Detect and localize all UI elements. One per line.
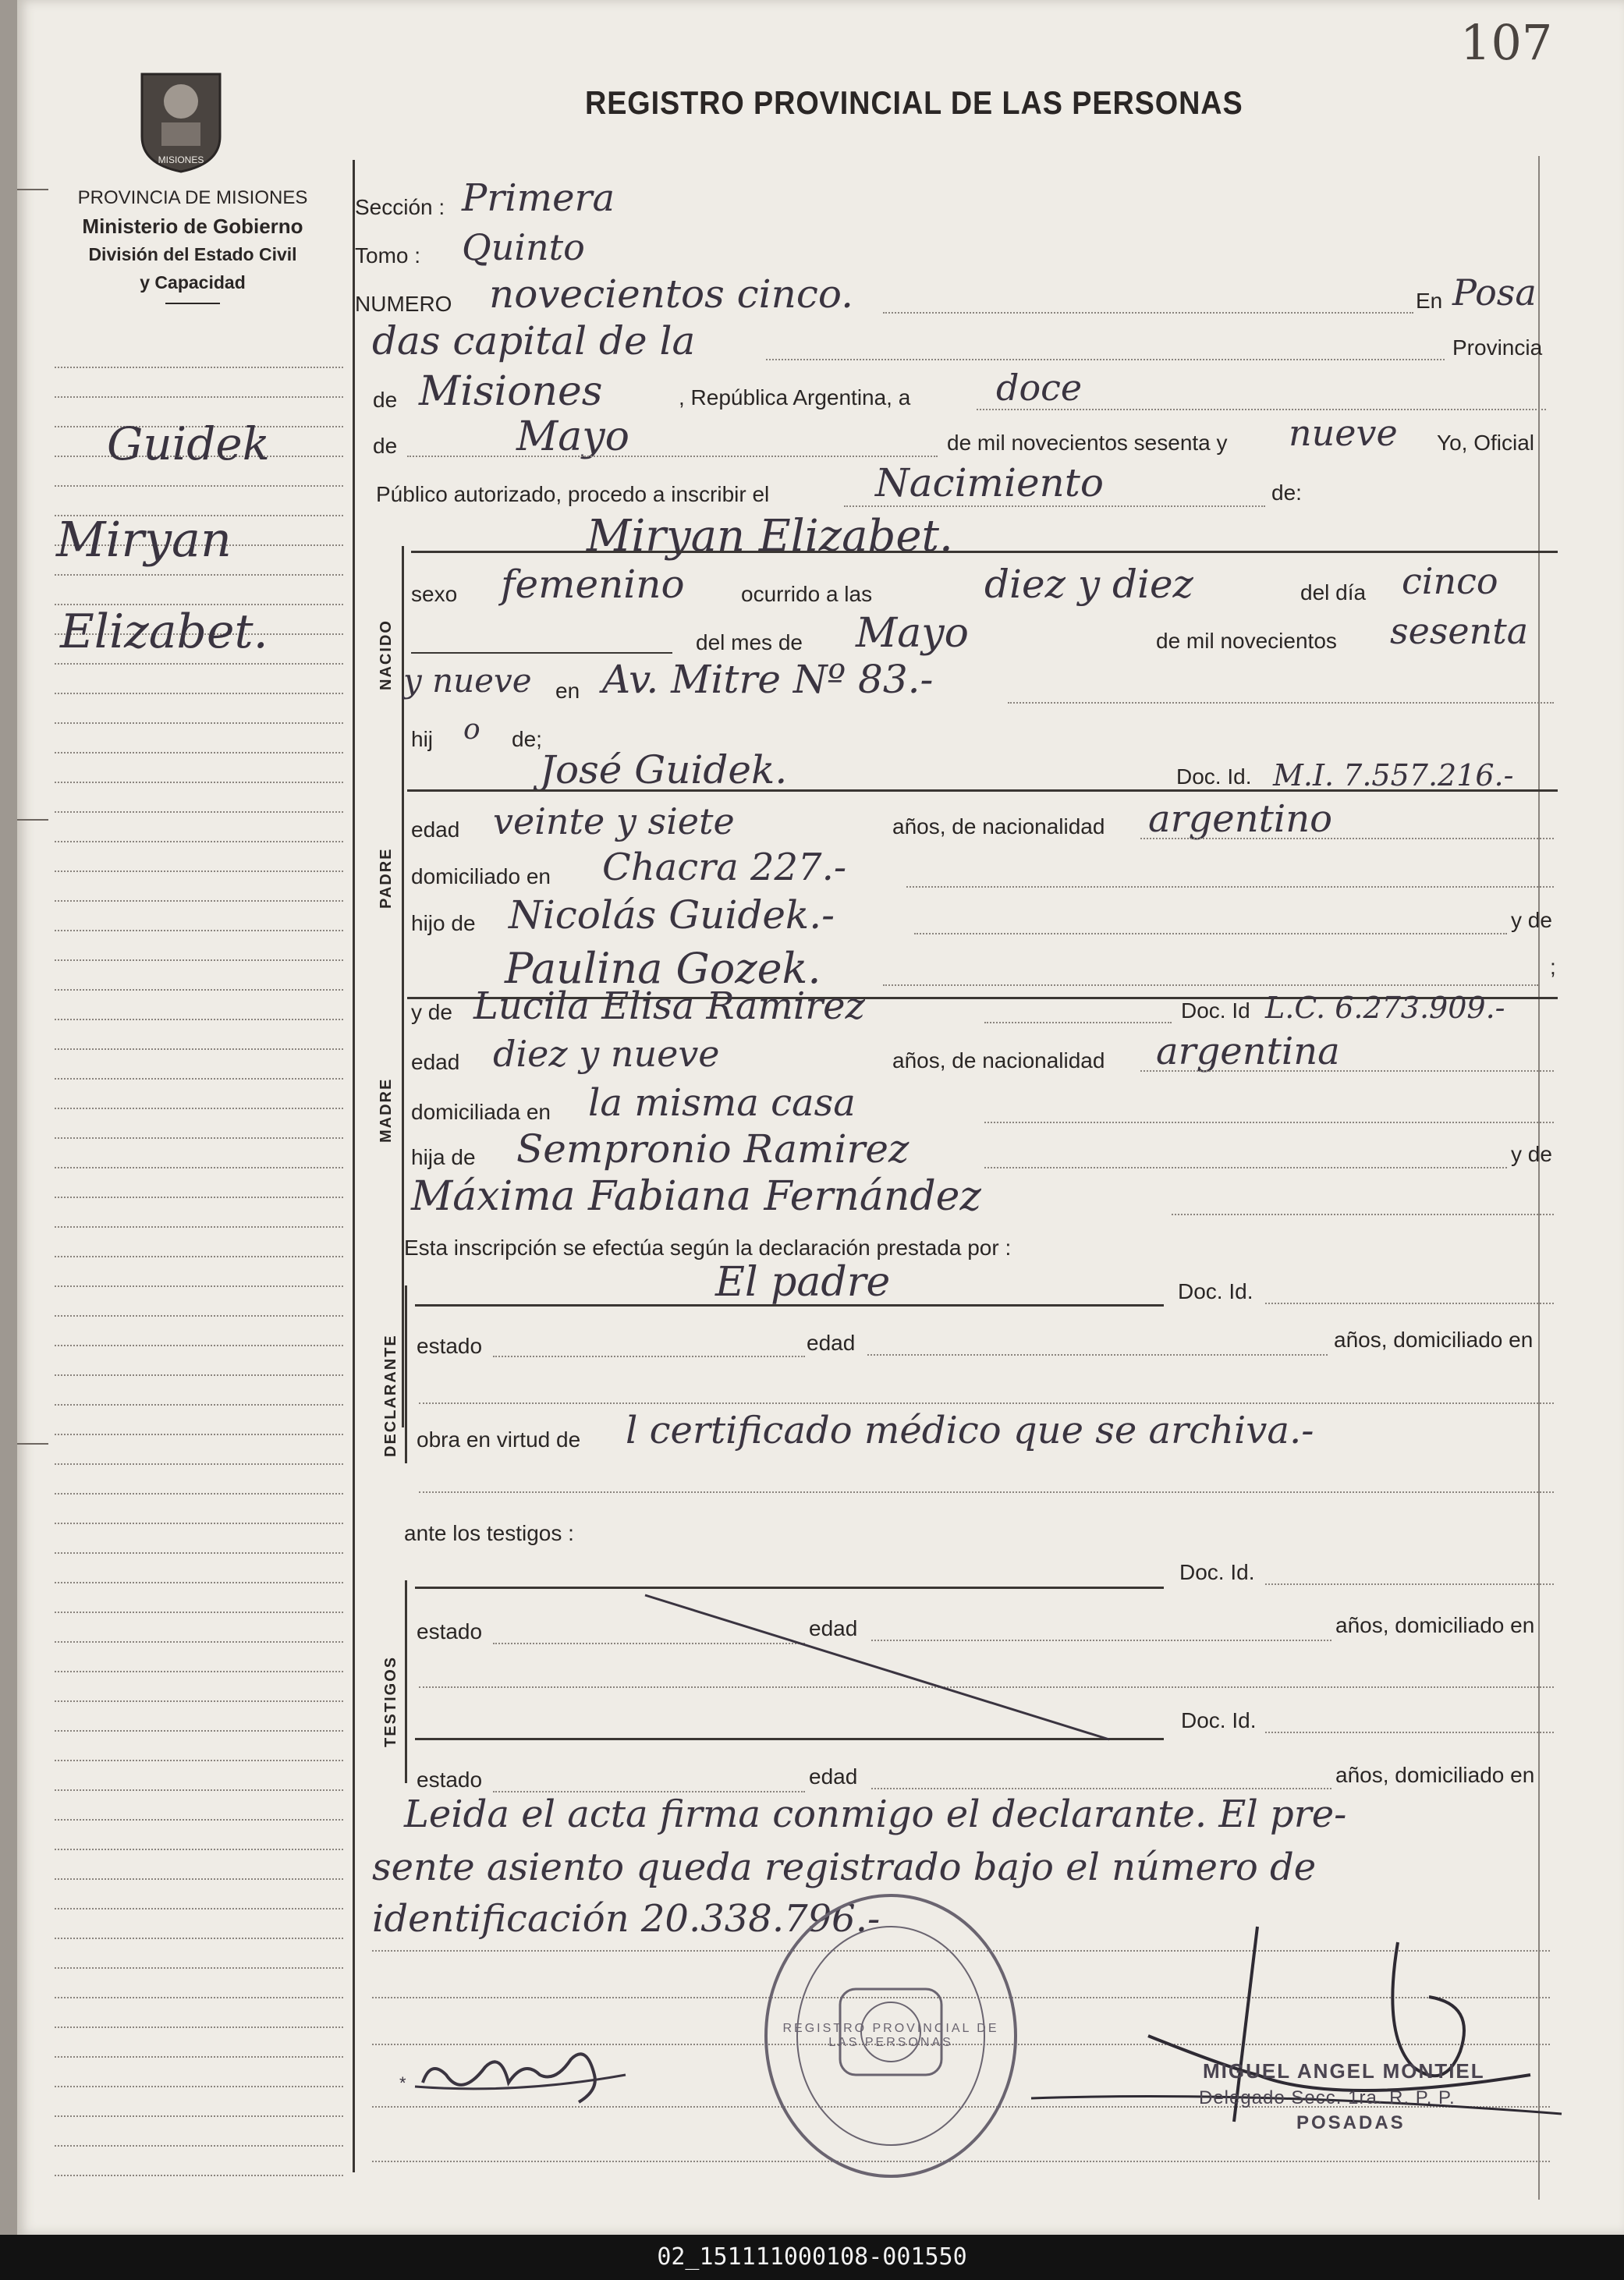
margin-rule-line xyxy=(55,782,343,783)
lugar-nac-value: Av. Mitre Nº 83.- xyxy=(602,657,934,702)
madre-doc-value: L.C. 6.273.909.- xyxy=(1265,991,1505,1025)
hij-label: hij xyxy=(411,727,434,751)
anio-nac2-value: y nueve xyxy=(403,661,532,700)
padre-doc-value: M.I. 7.557.216.- xyxy=(1273,758,1514,793)
margin-rule-line xyxy=(55,1612,343,1613)
mes-nac-value: Mayo xyxy=(856,610,969,657)
anio-nac-value: sesenta xyxy=(1390,610,1529,652)
del-dia-label: del día xyxy=(1300,580,1367,605)
margin-rule-line xyxy=(55,1878,343,1880)
official-city: POSADAS xyxy=(1296,2112,1406,2133)
testigo2-edad-label: edad xyxy=(809,1764,858,1789)
binding-stitch xyxy=(17,819,48,821)
en-value: Posa xyxy=(1452,271,1537,314)
file-id-bar: 02_151111000108-001550 xyxy=(0,2235,1624,2280)
margin-rule-line xyxy=(55,1760,343,1761)
seccion-value: Primera xyxy=(462,176,615,220)
padre-side-label: PADRE xyxy=(378,847,395,909)
margin-rule-line xyxy=(55,1582,343,1583)
svg-text:*: * xyxy=(399,2073,406,2093)
margin-rule-line xyxy=(55,396,343,398)
margin-rule-line xyxy=(55,989,343,991)
abuelo-pat-value: Nicolás Guidek.- xyxy=(509,892,835,938)
certificate-page xyxy=(17,0,1624,2235)
margin-rule-line xyxy=(55,367,343,368)
seccion-label: Sección : xyxy=(355,195,445,219)
ante-label: ante los testigos : xyxy=(404,1521,574,1545)
mil-novecientos-label: de mil novecientos sesenta y xyxy=(947,431,1228,455)
madre-edad-label: edad xyxy=(411,1050,460,1074)
declarante-rule xyxy=(405,1285,407,1463)
note-line-3: identificación 20.338.796.- xyxy=(372,1897,881,1941)
margin-rule-line xyxy=(55,1789,343,1791)
margin-rule-line xyxy=(55,2056,343,2058)
lugar-value: das capital de la xyxy=(372,318,696,363)
testigo1-anios-label: años, domiciliado en xyxy=(1335,1613,1535,1637)
margin-rule-line xyxy=(55,1938,343,1939)
testigo2-anios-label: años, domiciliado en xyxy=(1335,1763,1535,1787)
madre-doc-label: Doc. Id xyxy=(1181,998,1250,1023)
margin-rule-line xyxy=(55,1345,343,1346)
padre-nac-value: argentino xyxy=(1148,797,1333,841)
margin-rule-line xyxy=(55,1819,343,1821)
margin-rule-line xyxy=(55,1641,343,1643)
madre-dom-value: la misma casa xyxy=(588,1081,856,1125)
ocurrido-label: ocurrido a las xyxy=(741,582,873,606)
madre-edad-value: diez y nueve xyxy=(493,1033,720,1075)
note-line-1: Leida el acta firma conmigo el declarante. El pre- xyxy=(404,1792,1347,1836)
declarante-anios-label: años, domiciliado en xyxy=(1334,1328,1534,1352)
margin-rule-line xyxy=(55,1434,343,1435)
margin-rule-line xyxy=(55,1285,343,1287)
yo-oficial-label: Yo, Oficial xyxy=(1437,431,1535,455)
tomo-value: Quinto xyxy=(462,226,585,268)
margin-rule-line xyxy=(55,1137,343,1139)
dia-value: doce xyxy=(996,367,1083,409)
del-mes-label: del mes de xyxy=(696,630,803,654)
abuela-pat-value: Paulina Gozek. xyxy=(505,944,821,993)
official-role: Delegado Secc. 1ra. R. P. P. xyxy=(1199,2087,1456,2108)
abuelo-mat-value: Sempronio Ramirez xyxy=(516,1126,910,1172)
margin-surname: Guidek xyxy=(107,417,270,470)
margin-rule-line xyxy=(55,959,343,961)
sexo-value: femenino xyxy=(501,562,685,607)
testigo1-estado-label: estado xyxy=(417,1619,483,1644)
margin-rule-line xyxy=(55,2115,343,2117)
margin-rule-line xyxy=(55,871,343,872)
padre-nombre-value: José Guidek. xyxy=(540,747,788,793)
margin-rule-line xyxy=(55,1552,343,1554)
dia-nac-value: cinco xyxy=(1402,560,1498,602)
margin-rule-line xyxy=(55,1404,343,1406)
margin-rule-line xyxy=(55,722,343,724)
declarant-signature xyxy=(399,2028,641,2114)
margin-rule-line xyxy=(55,1108,343,1109)
hija-de-label: hija de xyxy=(411,1145,476,1169)
sexo-label: sexo xyxy=(411,582,458,606)
inscripcion-label: Esta inscripción se efectúa según la declaración prestada por : xyxy=(404,1236,1012,1260)
margin-rule-line xyxy=(55,1730,343,1732)
nombre-value: Miryan Elizabet. xyxy=(587,511,953,562)
hij-suffix: o xyxy=(463,714,480,746)
padre-edad-label: edad xyxy=(411,817,460,842)
padre-nac-label: años, de nacionalidad xyxy=(892,814,1105,839)
padre-edad-value: veinte y siete xyxy=(493,800,735,842)
margin-rule-line xyxy=(55,2026,343,2028)
mes-value: Mayo xyxy=(516,413,629,460)
testigo2-estado-label: estado xyxy=(417,1768,483,1792)
margin-rule-line xyxy=(55,1048,343,1050)
declarante-side-label: DECLARANTE xyxy=(382,1334,399,1457)
acto-value: Nacimiento xyxy=(875,460,1104,505)
y-de-m-label: y de xyxy=(1511,1142,1552,1166)
margin-rule-line xyxy=(55,900,343,902)
document-title: REGISTRO PROVINCIAL DE LAS PERSONAS xyxy=(585,84,1243,121)
frame-right-rule xyxy=(1538,156,1540,2200)
margin-rule-line xyxy=(55,1197,343,1198)
margin-rule-line xyxy=(55,1523,343,1524)
margin-rule-line xyxy=(55,2175,343,2176)
de-label: de xyxy=(373,388,398,412)
margin-second-name: Elizabet. xyxy=(60,605,268,659)
declarante-estado-label: estado xyxy=(417,1334,483,1358)
margin-rule-line xyxy=(55,930,343,931)
abuela-mat-value: Máxima Fabiana Fernández xyxy=(411,1173,981,1220)
issuer-block xyxy=(48,184,337,304)
padre-doc-label: Doc. Id. xyxy=(1176,764,1252,789)
testigo2-doc-label: Doc. Id. xyxy=(1181,1708,1257,1732)
publico-label: Público autorizado, procedo a inscribir el xyxy=(376,482,770,506)
issuer-division: División del Estado Civil xyxy=(88,244,297,264)
provincial-seal xyxy=(134,66,228,176)
madre-nac-label: años, de nacionalidad xyxy=(892,1048,1105,1073)
binding-stitch xyxy=(17,1443,48,1445)
de-semi-label: de; xyxy=(512,727,542,751)
obra-label: obra en virtud de xyxy=(417,1427,581,1452)
numero-label: NUMERO xyxy=(355,292,452,316)
provincia-label: Provincia xyxy=(1452,335,1543,360)
binding-stitch xyxy=(17,189,48,190)
margin-rule-line xyxy=(55,1019,343,1020)
margin-rule-line xyxy=(55,811,343,813)
stamp-text: REGISTRO PROVINCIAL DE LAS PERSONAS xyxy=(782,2022,999,2049)
tomo-label: Tomo : xyxy=(355,243,421,268)
margin-rule-line xyxy=(55,2145,343,2147)
madre-nac-value: argentina xyxy=(1156,1030,1340,1073)
margin-rule-line xyxy=(55,1463,343,1465)
declarante-value: El padre xyxy=(715,1259,891,1306)
y-de-label: y de xyxy=(1511,908,1552,932)
margin-first-name: Miryan xyxy=(56,511,232,568)
domiciliada-label: domiciliada en xyxy=(411,1100,551,1124)
nacido-side-label: NACIDO xyxy=(378,619,395,690)
testigos-rule xyxy=(405,1580,407,1783)
official-name: MIGUEL ANGEL MONTIEL xyxy=(1203,2059,1485,2083)
margin-rule-line xyxy=(55,1374,343,1376)
madre-y-de-label: y de xyxy=(411,1000,452,1024)
testigo1-doc-label: Doc. Id. xyxy=(1179,1560,1255,1584)
madre-side-label: MADRE xyxy=(378,1077,395,1143)
official-stamp xyxy=(758,1888,1023,2184)
margin-rule-line xyxy=(55,2086,343,2087)
en2-label: en xyxy=(555,679,580,703)
margin-rule-line xyxy=(55,1671,343,1672)
margin-rule-line xyxy=(55,1078,343,1080)
margin-rule-line xyxy=(55,1849,343,1850)
official-signature xyxy=(1023,1911,1569,2145)
en-label: En xyxy=(1416,289,1443,313)
obra-value: l certificado médico que se archiva.- xyxy=(626,1409,1314,1452)
margin-rule-line xyxy=(55,693,343,694)
cancel-stroke xyxy=(641,1591,1125,1747)
page-number: 107 xyxy=(1460,14,1553,71)
margin-rule-line xyxy=(55,1493,343,1495)
margin-rule-line xyxy=(55,1226,343,1228)
hora-value: diez y diez xyxy=(984,562,1193,607)
margin-rule-line xyxy=(55,1315,343,1317)
provincia-value: Misiones xyxy=(419,368,603,415)
numero-value: novecientos cinco. xyxy=(489,271,853,317)
note-line-2: sente asiento queda registrado bajo el número de xyxy=(372,1846,1317,1889)
anio-value: nueve xyxy=(1289,412,1398,454)
margin-rule-line xyxy=(55,1908,343,1909)
issuer-capacity: y Capacidad xyxy=(140,272,246,293)
de-colon-label: de: xyxy=(1271,480,1302,505)
declarante-doc-label: Doc. Id. xyxy=(1178,1279,1253,1303)
margin-rule-line xyxy=(55,1997,343,1998)
frame-left-rule xyxy=(353,160,355,2172)
republica-label: , República Argentina, a xyxy=(679,385,911,410)
margin-rule-line xyxy=(55,663,343,665)
hijo-de-label: hijo de xyxy=(411,911,476,935)
testigo1-edad-label: edad xyxy=(809,1616,858,1640)
semicolon: ; xyxy=(1550,955,1556,979)
issuer-ministry: Ministerio de Gobierno xyxy=(82,215,303,238)
margin-rule-line xyxy=(55,1256,343,1257)
madre-nombre-value: Lucila Elisa Ramirez xyxy=(473,984,865,1028)
padre-dom-value: Chacra 227.- xyxy=(602,846,847,889)
margin-rule-line xyxy=(55,841,343,842)
issuer-province: PROVINCIA DE MISIONES xyxy=(77,187,308,208)
margin-rule-line xyxy=(55,1700,343,1702)
domiciliado-label: domiciliado en xyxy=(411,864,551,888)
margin-rule-line xyxy=(55,485,343,487)
margin-rule-line xyxy=(55,1967,343,1969)
margin-rule-line xyxy=(55,1167,343,1168)
de-mil-nov-label: de mil novecientos xyxy=(1156,629,1337,653)
margin-rule-line xyxy=(55,752,343,753)
margin-rule-line xyxy=(55,574,343,576)
testigos-side-label: TESTIGOS xyxy=(382,1655,399,1747)
declarante-edad-label: edad xyxy=(807,1331,856,1355)
de2-label: de xyxy=(373,434,398,458)
svg-text:MISIONES: MISIONES xyxy=(158,154,204,165)
